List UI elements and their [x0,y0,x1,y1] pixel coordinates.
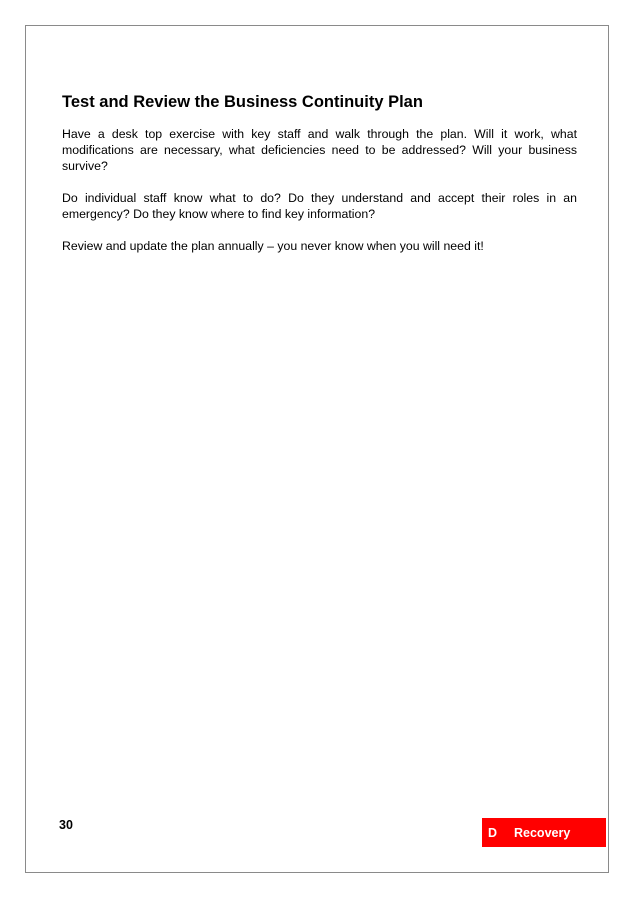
page-content [62,92,577,270]
page-number: 30 [59,818,73,832]
section-name: Recovery [514,825,571,840]
paragraph-desk-top-exercise: Have a desk top exercise with key staff and walk through the plan. Will it work, what modifications are necessary, what deficiencies need to be addressed? Will your business survive? [62,127,577,173]
document-page [25,25,609,873]
paragraph-annual-review: Review and update the plan annually – you never know when you will need it! [62,239,484,253]
section-letter: D [488,825,498,840]
page-heading: Test and Review the Business Continuity Plan [62,93,423,111]
section-tab [482,818,606,847]
paragraph-staff-roles: Do individual staff know what to do? Do they understand and accept their roles in an emergency? Do they know where to find key information? [62,191,577,221]
